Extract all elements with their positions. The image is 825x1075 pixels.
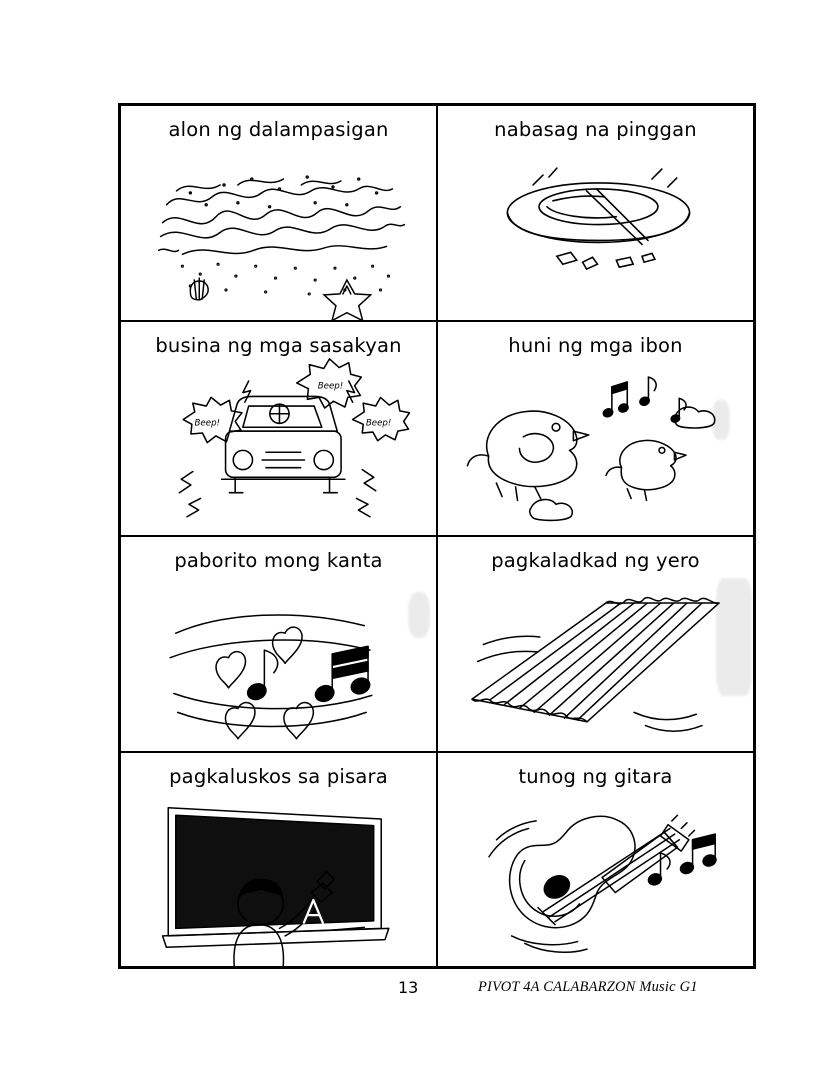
table-cell <box>437 752 754 968</box>
singing-birds-drawing <box>438 356 753 535</box>
table-cell <box>437 105 754 321</box>
cell-label: alon ng dalampasigan <box>168 118 389 141</box>
cell-label: huni ng mga ibon <box>508 333 683 357</box>
table-cell <box>120 536 437 752</box>
table-cell <box>120 752 437 968</box>
music-notes-hearts-drawing <box>121 571 436 750</box>
table-cell <box>120 321 437 537</box>
cell-label: busina ng mga sasakyan <box>155 333 402 357</box>
car-horn-drawing <box>121 356 436 535</box>
beep-label: Beep! <box>317 381 344 392</box>
cell-label: tunog ng gitara <box>518 764 673 788</box>
page-number: 13 <box>398 978 419 997</box>
cell-label: nabasag na pinggan <box>494 118 697 141</box>
table-cell <box>437 321 754 537</box>
broken-plate-drawing <box>438 140 753 319</box>
footer-reference: PIVOT 4A CALABARZON Music G1 <box>478 979 698 995</box>
table-cell <box>437 536 754 752</box>
guitar-drawing <box>438 787 753 966</box>
corrugated-roof-sheet-drawing <box>438 571 753 750</box>
table-cell <box>120 105 437 321</box>
beach-waves-drawing <box>121 140 436 319</box>
cell-label: pagkaladkad ng yero <box>491 549 700 572</box>
cell-label: paborito mong kanta <box>174 549 383 572</box>
cell-label: pagkaluskos sa pisara <box>169 764 388 788</box>
child-writing-blackboard-drawing <box>121 787 436 966</box>
sound-picture-table <box>118 103 756 969</box>
beep-label: Beep! <box>365 418 392 429</box>
beep-label: Beep! <box>194 418 221 429</box>
